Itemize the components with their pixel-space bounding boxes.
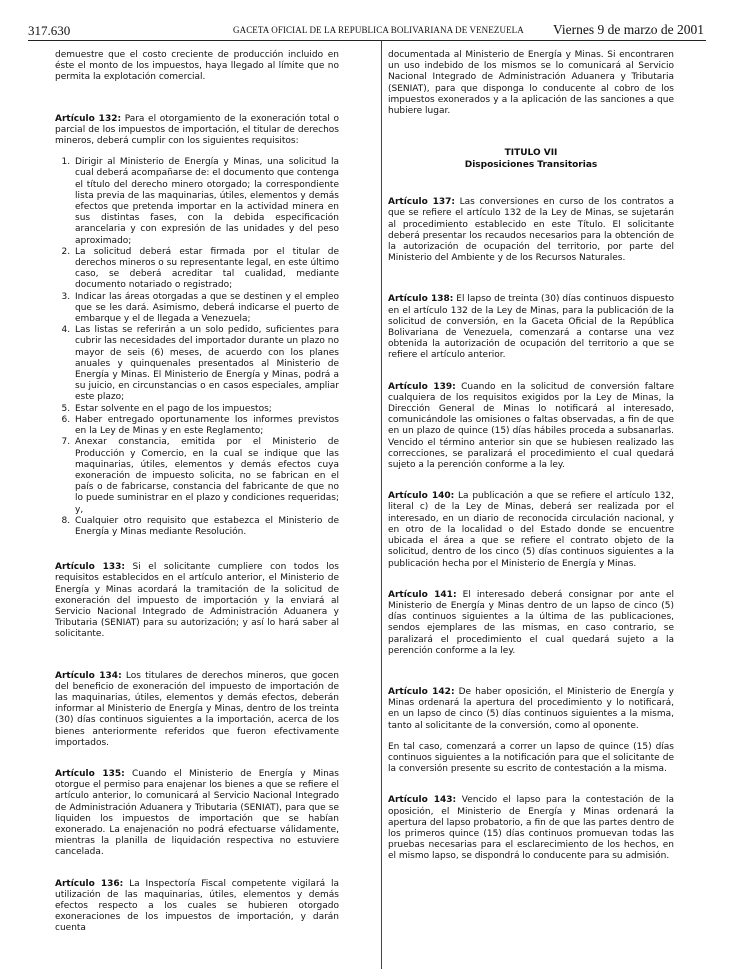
article-text: Para el otorgamiento de la exoneración total o parcial de los impuestos de importación, el titular de derechos mineros, deberá cumplir con los siguientes requisitos:: [55, 113, 339, 147]
article-label: Artículo 141:: [388, 589, 457, 600]
article-text: La publicación a que se refiere el artículo 132, literal c) de la Ley de Minas, deberá ser realizada por el interesado, en un diario de reconocida circulación nacional, y en otro de la localidad o del Estado donde se encuentre ubicada el área a que se refiere el contrato objeto de la solicitud, dentro de los cinco (5) días continuos siguientes a la publicación hecha por el Ministerio de Energía y Minas.: [388, 491, 674, 569]
right-column: [388, 50, 674, 863]
article-136-continuation: documentada al Ministerio de Energía y Minas. Si encontraren un uso indebido de los mismos se lo comunicará al Servicio Nacional Integrado de Administración Aduanera y Tributaria (SENIAT), para que disponga lo conducente al cobro de los impuestos exonerados y a la aplicación de las sanciones a que hubiere lugar.: [388, 50, 674, 117]
article-text: Cuando en la solicitud de conversión faltare cualquiera de los requisitos exigidos por la Ley de Minas, la Dirección General de Minas lo notificará al interesado, comunicándole las omisiones o faltas observadas, a fin de que en un plazo de quince (15) días hábiles proceda a subsanarlas. Vencido el término anterior sin que se hubiesen realizado las correcciones, se paralizará el procedimiento el cual quedará sujeto a la perención conforme a la ley.: [388, 381, 674, 471]
article-142: [388, 687, 674, 732]
page-number: 317.630: [28, 23, 71, 38]
list-item: 8. Cualquier otro requisito que estabezca el Ministerio de Energía y Minas mediante Resolución.: [73, 516, 339, 538]
publication-date: Viernes 9 de marzo de 2001: [552, 22, 704, 37]
article-label: Artículo 139:: [388, 381, 456, 392]
list-item: 4. Las listas se referirán a un solo pedido, suficientes para cubrir las necesidades del importador durante un plazo no mayor de seis (6) meses, de acuerdo con los planes anuales y quinquenales presentados al Ministerio de Energía y Minas. El Ministerio de Energía y Minas, podrá a su juicio, en circunstancias o en casos especiales, ampliar este plazo;: [73, 325, 339, 403]
article-134: [55, 671, 339, 749]
article-text: Vencido el lapso para la contestación de la oposición, el Ministerio de Energía y Minas ordenará la apertura del lapso probatorio, a fin de que las partes dentro de los primeros quince (15) días continuos promuevan todas las pruebas necesarias para el esclarecimiento de los hechos, en el mismo lapso, se dispondrá lo conducente para su admisión.: [388, 795, 674, 862]
article-label: Artículo 133:: [55, 562, 125, 573]
article-label: Artículo 138:: [388, 294, 454, 305]
publication-title: GACETA OFICIAL DE LA REPUBLICA BOLIVARIANA DE VENEZUELA: [233, 25, 524, 35]
article-label: Artículo 132:: [55, 113, 122, 124]
list-item: 6. Haber entregado oportunamente los informes previstos en la Ley de Minas y en este Reglamento;: [73, 415, 339, 437]
article-text: Los titulares de derechos mineros, que gocen del beneficio de exoneración del impuesto de importación de las maquinarias, útiles, elementos y demás efectos, deberán informar al Ministerio de Energía y Minas, dentro de los treinta (30) días continuos siguientes a la importación, acerca de los bienes anteriormente referidos que fueron efectivamente importados.: [55, 670, 339, 748]
article-136: [55, 879, 339, 935]
article-label: Artículo 137:: [388, 197, 456, 208]
article-text: Cuando el Ministerio de Energía y Minas otorgue el permiso para enajenar los bienes a que se refiere el artículo anterior, lo comunicará al Servicio Nacional Integrado de Administración Aduanera y Tributaria (SENIAT), para que se liquiden los impuestos de importación que se habían exonerado. La enajenación no podrá efectuarse válidamente, mientras la planilla de liquidación respectiva no estuviere cancelada.: [55, 768, 339, 858]
article-text: El lapso de treinta (30) días continuos dispuesto en el artículo 132 de la Ley de Minas, para la publicación de la solicitud de conversión, en la Gaceta Oficial de la República Bolivariana de Venezuela, comenzará a contarse una vez obtenida la autorización de ocupación del territorio a que se refiere el artículo anterior.: [388, 294, 674, 361]
intro-paragraph: demuestre que el costo creciente de producción incluido en éste el monto de los impuestos, haya llegado al límite que no permita la explotación comercial.: [55, 50, 339, 83]
article-text: Si el solicitante cumpliere con todos los requisitos establecidos en el artículo anterior, el Ministerio de Energía y Minas acordará la tramitación de la solicitud de exoneración del impuesto de importación y la enviará al Servicio Nacional Integrado de Administración Aduanera y Tributaria (SENIAT) para su autorización; y así lo hará saber al solicitante.: [55, 562, 339, 640]
column-divider: [381, 41, 382, 969]
article-132: [55, 114, 339, 148]
section-title: TITULO VII: [504, 148, 558, 159]
list-item: 2. La solicitud deberá estar firmada por el titular de derechos mineros o su representante legal, en este último caso, se deberá acreditar tal cualidad, mediante documento notariado o registrado;: [73, 247, 339, 292]
article-label: Artículo 140:: [388, 491, 455, 502]
left-column: [55, 50, 339, 951]
article-141: [388, 590, 674, 657]
article-text: El interesado deberá consignar por ante el Ministerio de Energía y Minas dentro de un lapso de cinco (5) días continuos siguientes a la última de las publicaciones, sendos ejemplares de las mismas, en caso contrario, se paralizará el procedimiento el cual quedará sujeto a la perención conforme a la ley.: [388, 589, 674, 656]
article-text: Las conversiones en curso de los contratos a que se refiere el artículo 132 de la Ley de Minas, se sujetarán al procedimiento establecido en este Título. El solicitante deberá presentar los recaudos necesarios para la obtención de la autorización de ocupación del territorio, por parte del Ministerio del Ambiente y de los Recursos Naturales.: [388, 197, 674, 264]
list-item: 1. Dirigir al Ministerio de Energía y Minas, una solicitud la cual deberá acompañarse de: el documento que contenga el título del derecho minero otorgado; la correspondiente lista previa de las maquinarias, útiles, elementos y demás efectos que pretenda importar en la actividad minera en sus distintas fases, con la debida especificación arancelaria y con expresión de las unidades y del peso aproximado;: [73, 157, 339, 247]
article-label: Artículo 134:: [55, 670, 122, 681]
article-142-paragraph-2: En tal caso, comenzará a correr un lapso de quince (15) días continuos siguientes a la notificación para que el solicitante de la conversión presente su escrito de contestación a la misma.: [388, 741, 674, 775]
article-138: [388, 294, 674, 361]
section-subtitle: Disposiciones Transitorias: [464, 160, 598, 171]
article-143: [388, 795, 674, 862]
section-heading: [388, 147, 674, 171]
article-label: Artículo 142:: [388, 686, 455, 697]
article-label: Artículo 136:: [55, 878, 124, 889]
article-137: [388, 197, 674, 264]
list-item: 5. Estar solvente en el pago de los impuestos;: [73, 404, 339, 415]
requirements-list: [55, 157, 339, 538]
article-label: Artículo 143:: [388, 795, 457, 806]
article-135: [55, 769, 339, 859]
list-item: 3. Indicar las áreas otorgadas a que se destinen y el empleo que se les dará. Asimismo, deberá indicarse el puerto de embarque y el de llegada a Venezuela;: [73, 292, 339, 326]
article-text: De haber oposición, el Ministerio de Energía y Minas ordenará la apertura del procedimiento y lo notificará, en un lapso de cinco (5) días continuos siguientes a la misma, tanto al solicitante de la conversión, como al oponente.: [388, 686, 674, 731]
page-header: [28, 22, 706, 41]
list-item: 7. Anexar constancia, emitida por el Ministerio de Producción y Comercio, en la cual se indique que las maquinarias, útiles, elementos y demás efectos cuya exoneración de impuesto solicita, no se fabrican en el país o de fabricarse, constancia del fabricante de que no lo puede suministrar en el plazo y condiciones requeridas; y,: [73, 437, 339, 515]
article-label: Artículo 135:: [55, 768, 125, 779]
article-140: [388, 491, 674, 569]
article-text: La Inspectoría Fiscal competente vigilará la utilización de las maquinarias, útiles, elementos y demás efectos respecto a los cuales se hubieren otorgado exoneraciones de los impuestos de importación, y darán cuenta: [55, 878, 339, 934]
article-133: [55, 562, 339, 640]
article-139: [388, 382, 674, 472]
